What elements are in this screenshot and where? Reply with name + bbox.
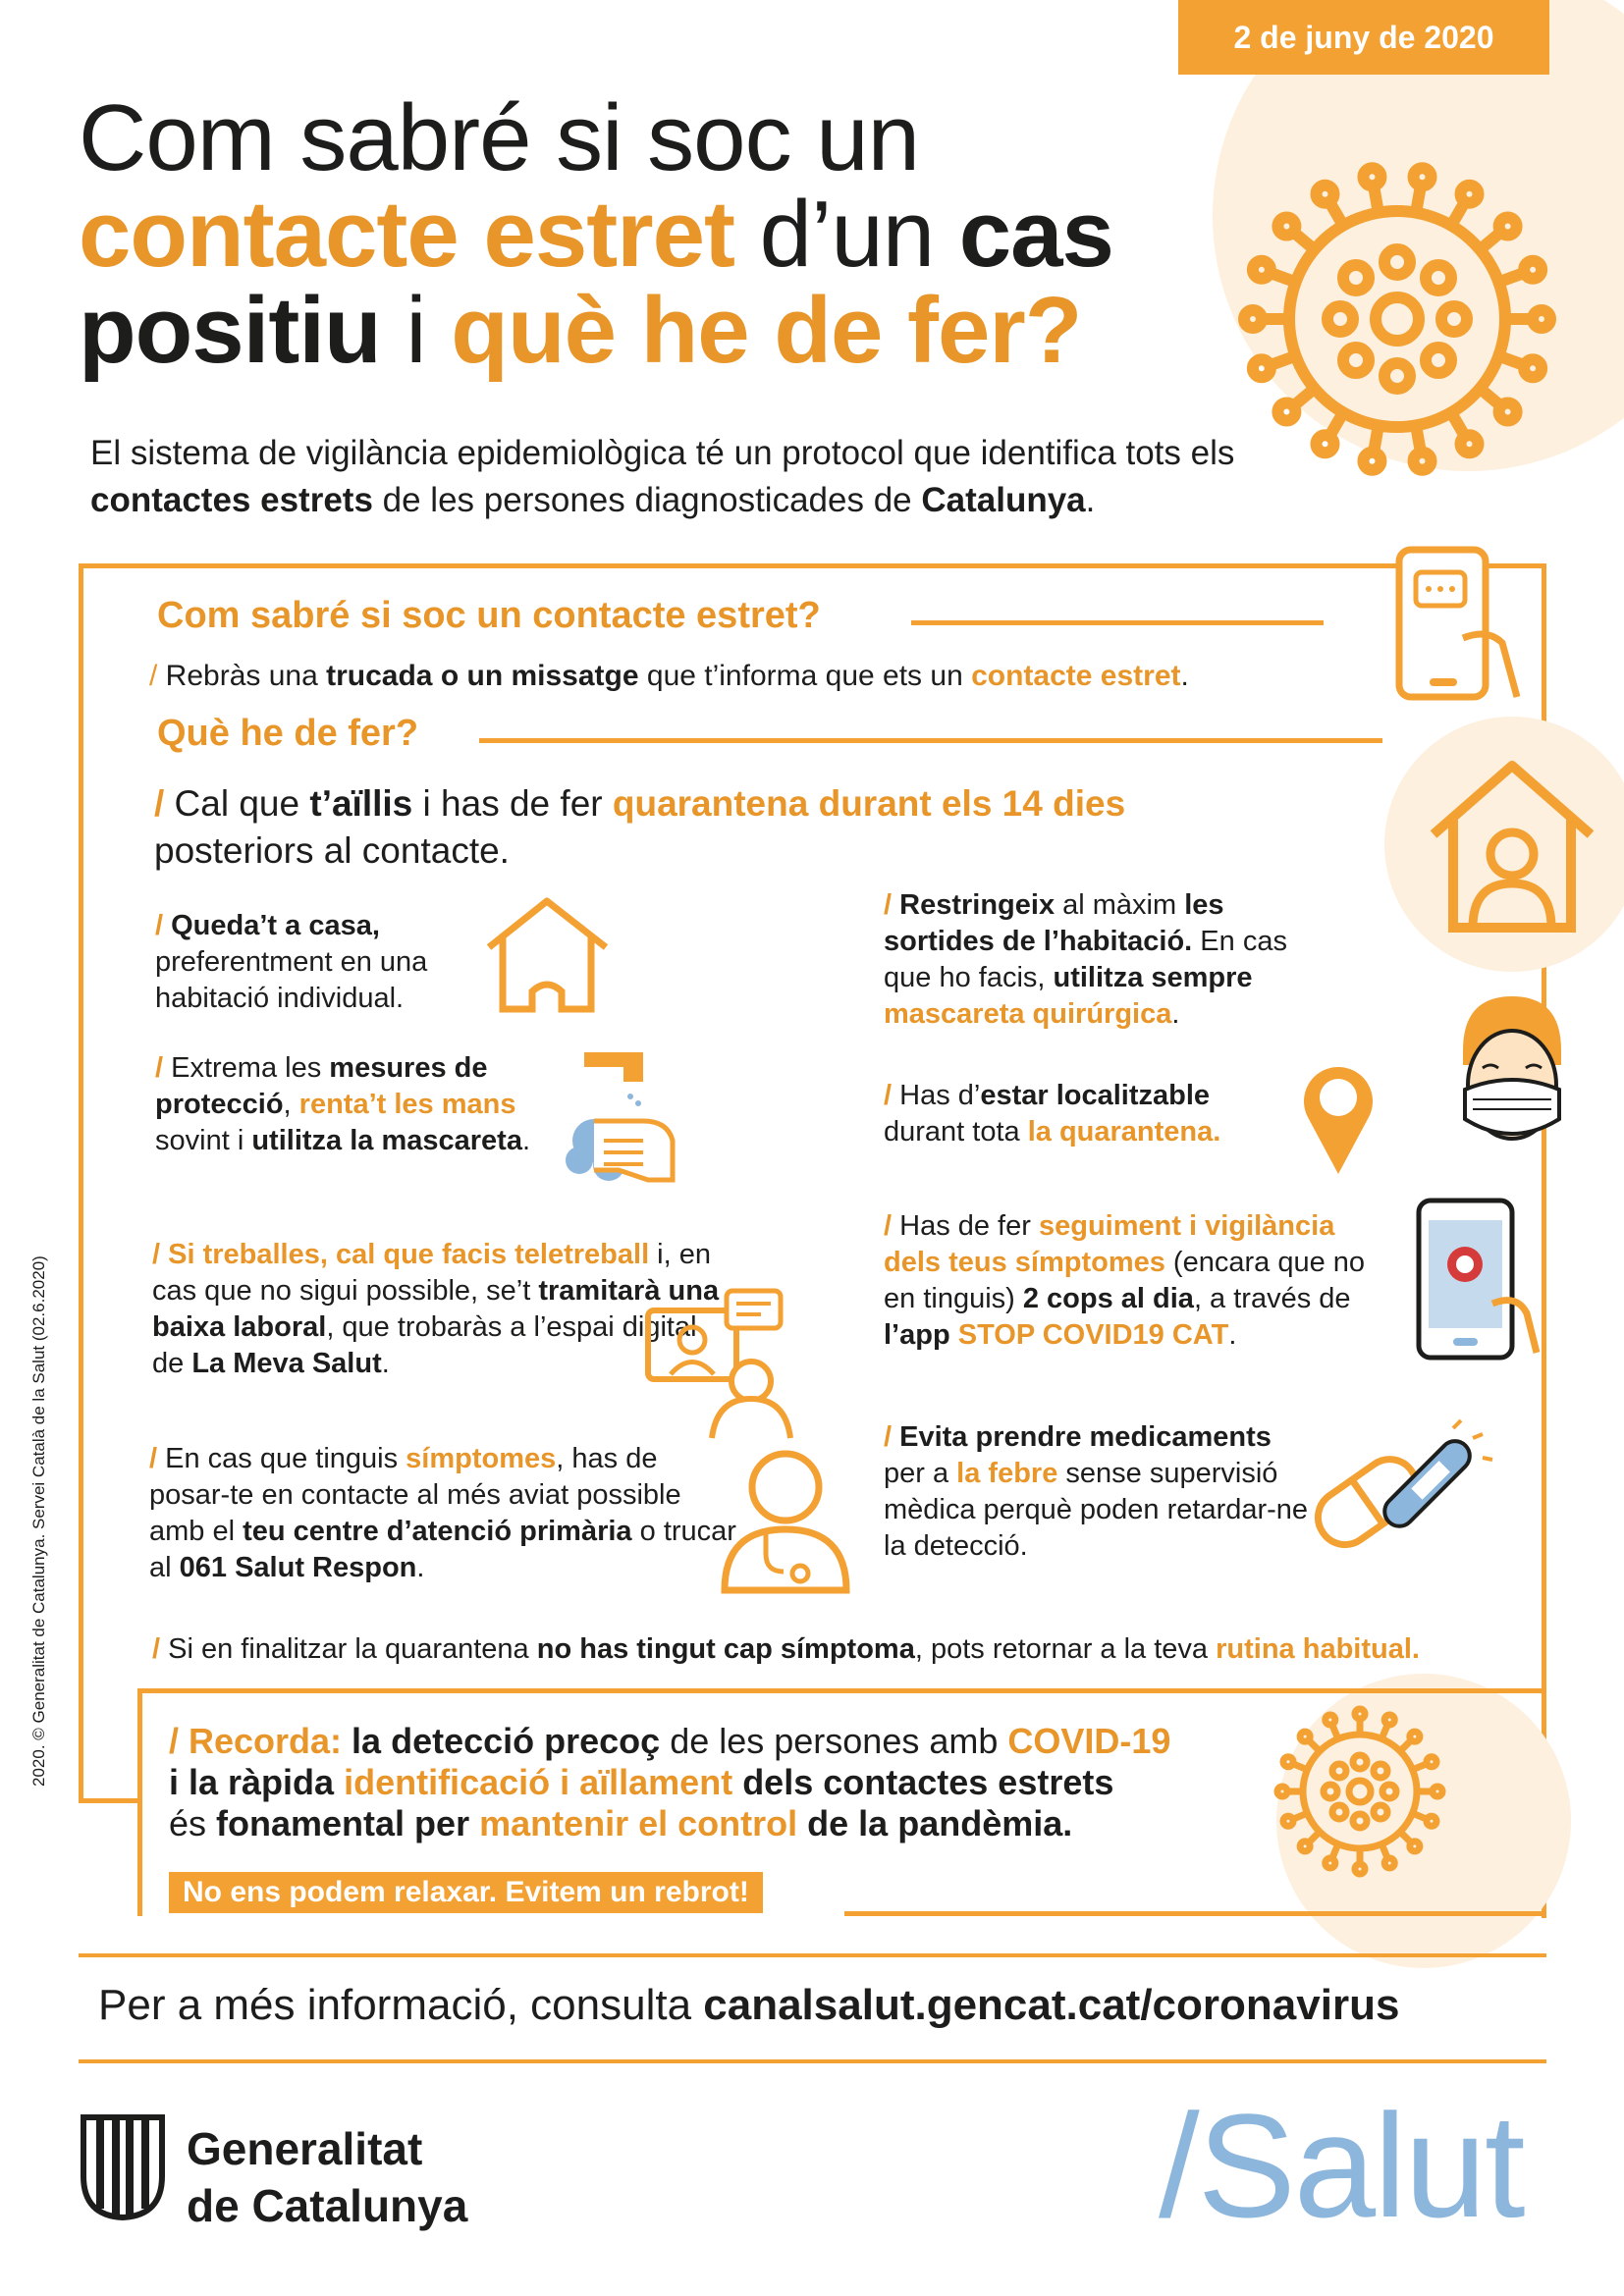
virus-small-icon [1272,1703,1448,1880]
more-info-link[interactable]: canalsalut.gencat.cat/coronavirus [703,1981,1400,2029]
main-frame-bottom-left [79,1798,142,1803]
recorda-box-left [137,1688,142,1916]
main-frame [79,563,1546,568]
footer-rule-top [79,1953,1546,1957]
intro-paragraph: El sistema de vigilància epidemiològica té un protocol que identifica tots els contactes estrets de les persones diagnosticades de Catalunya. [90,434,1235,519]
item-simptomes: / En cas que tinguis símptomes, has de posar-te en contacte al més aviat possible amb el teu centre d’atenció primària o trucar al 061 Salut Respon. [149,1443,736,1583]
phone-chat-icon [1394,545,1522,702]
section1-rule [911,620,1324,625]
recorda-text: / Recorda: la detecció precoç de les persones amb COVID-19 i la ràpida identificació i aïllament dels contactes estrets és fonamental per mantenir el control de la pandèmia. [169,1721,1171,1843]
item-mesures: / Extrema les mesures de protecció, renta’t les mans sovint i utilitza la mascareta. [155,1052,531,1156]
section2-lead: / Cal que t’aïllis i has de fer quarantena durant els 14 dies posteriors al contacte. [154,783,1126,871]
main-frame-left [79,563,83,1802]
doctor-icon [717,1448,854,1595]
item-localitzable: / Has d’estar localitzable durant tota la quarantena. [884,1080,1221,1148]
generalitat-logo-text: Generalitat de Catalunya [187,2123,468,2231]
item-finalitzar: / Si en finalitzar la quarantena no has tingut cap símptoma, pots retornar a la teva rutina habitual. [152,1633,1420,1665]
recorda-banner: No ens podem relaxar. Evitem un rebrot! [169,1872,763,1913]
date-badge: 2 de juny de 2020 [1178,0,1549,75]
footer-rule-bottom [79,2059,1546,2063]
section1-heading: Com sabré si soc un contacte estret? [157,595,821,636]
item-queda-casa: / Queda’t a casa, preferentment en una habitació individual. [155,910,428,1014]
house-icon [481,893,614,1016]
recorda-box-bottom [844,1911,1546,1916]
section2-rule [479,738,1382,743]
section2-heading: Què he de fer? [157,713,419,754]
house-person-icon [1414,746,1610,942]
page-title: Com sabré si soc un contacte estret d’un cas positiu i què he de fer? [79,85,1113,383]
copyright-credit: 2020. © Generalitat de Catalunya. Servei Català de la Salut (02.6.2020) [29,1255,48,1787]
salut-brand: /Salut [1159,2083,1524,2248]
item-medicaments: / Evita prendre medicaments per a la febre sense supervisió mèdica perquè poden retardar-ne la detecció. [884,1421,1309,1562]
section1-text: / Rebràs una trucada o un missatge que t’informa que ets un contacte estret. [149,660,1189,692]
hand-washing-icon [550,1042,697,1190]
item-teletreball: / Si treballes, cal que facis teletreball i, en cas que no sigui possible, se’t tramitarà una baixa laboral, que trobaràs a l’espai digital de La Meva Salut. [152,1239,720,1379]
generalitat-logo-icon [79,2112,167,2220]
more-info: Per a més informació, consulta canalsalut.gencat.cat/coronavirus [98,1981,1400,2029]
pill-thermometer-icon [1306,1418,1502,1566]
item-seguiment: / Has de fer seguiment i vigilància dels teus símptomes (encara que no en tinguis) 2 cops al dia, a través de l’app STOP COVID19 CAT. [884,1210,1366,1351]
face-mask-icon [1453,991,1571,1144]
item-restringeix: / Restringeix al màxim les sortides de l’habitació. En cas que ho facis, utilitza sempre mascareta quirúrgica. [884,889,1287,1030]
teleworking-icon [643,1291,790,1438]
recorda-box [137,1688,1546,1693]
app-phone-icon [1414,1196,1542,1362]
location-pin-icon [1299,1058,1378,1176]
